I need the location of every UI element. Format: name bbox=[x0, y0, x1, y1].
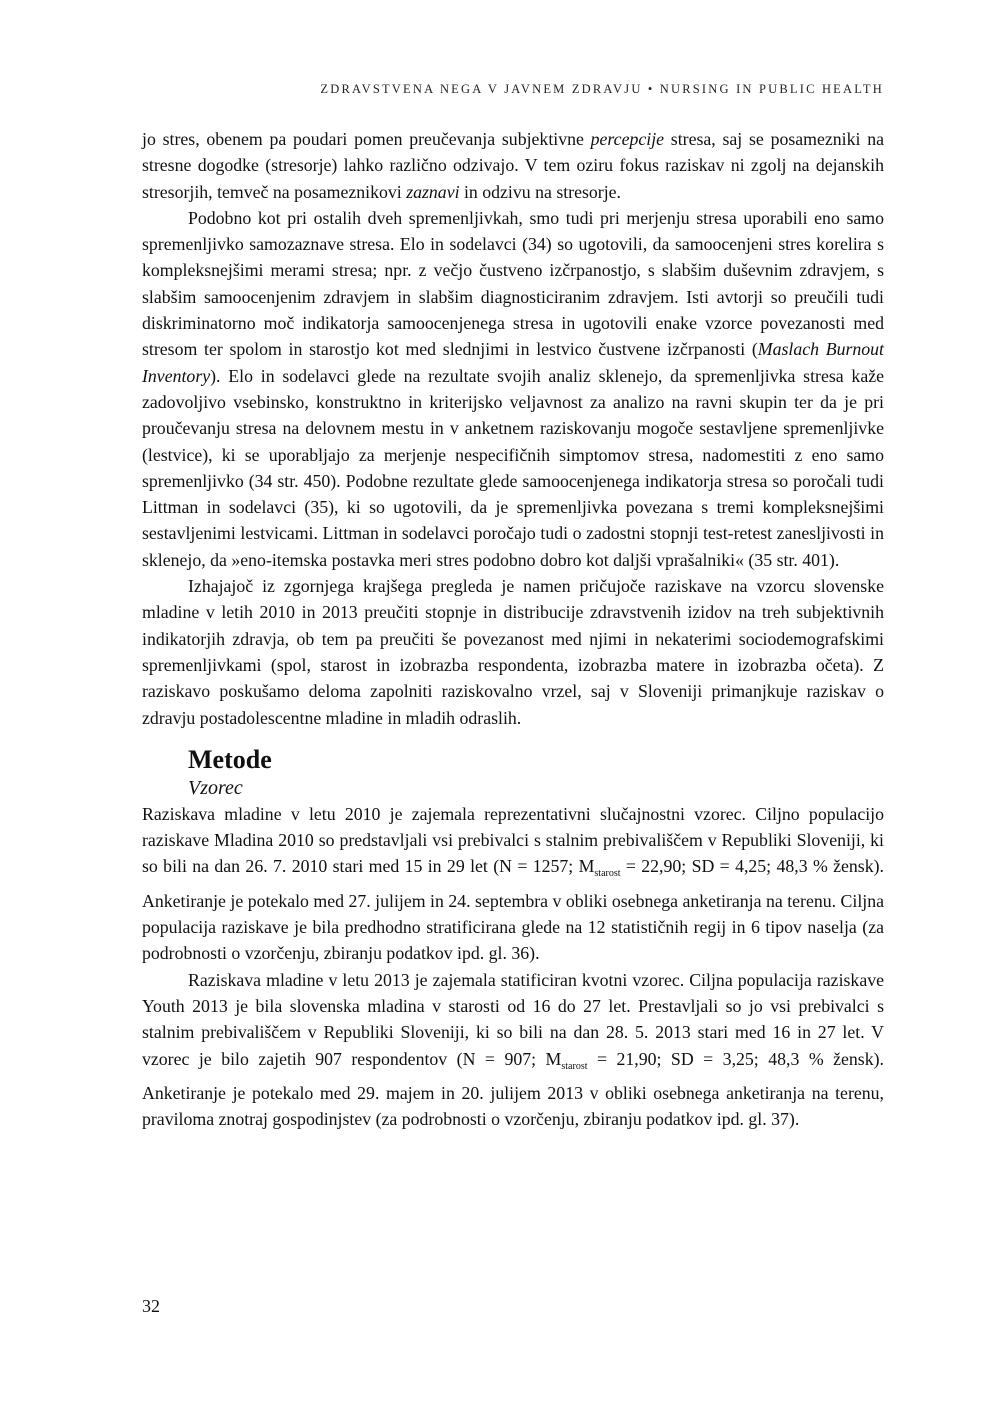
text-run: in odzivu na stresorje. bbox=[459, 181, 622, 202]
paragraph-4 bbox=[142, 801, 884, 967]
subscript: starost bbox=[561, 1060, 588, 1072]
running-header: ZDRAVSTVENA NEGA V JAVNEM ZDRAVJU • NURSING IN PUBLIC HEALTH bbox=[320, 82, 884, 96]
paragraph-2 bbox=[142, 205, 884, 573]
page-number: 32 bbox=[142, 1296, 160, 1316]
text-run: ). Elo in sodelavci glede na rezultate svojih analiz sklenejo, da spremenljivka stresa kaže zadovoljivo vsebinsko, konstruktno in kriterijsko veljavnost za analizo na ravni skupin ter da je pri proučevanju stresa na delovnem mestu in v anketnem raziskovanju mogoče sestavljene spremenljivke (lestvice), ki se uporabljajo za merjenje nespecifičnih simptomov stresa, nadomestiti z eno samo spremenljivko (34 str. 450). Podobne rezultate glede samoocenjenega indikatorja stresa so poročali tudi Littman in sodelavci (35), ki so ugotovili, da je spremenljivka povezana s tremi kompleksnejšimi sestavljenimi lestvicami. Littman in sodelavci poročajo tudi o zadostni stopnji test-retest zanesljivosti in sklenejo, da »eno-itemska postavka meri stres podobno dobro kot daljši vprašalniki« (35 str. 401). bbox=[142, 365, 884, 570]
emphasis-inventory-name: Maslach Burnout Inventory bbox=[142, 339, 884, 386]
subscript: starost bbox=[594, 868, 621, 880]
text-run: Raziskava mladine v letu 2010 je zajemala reprezentativni slučajnostni vzorec. Ciljno populacijo raziskave Mladina 2010 so predstavljali vsi prebivalci s stalnim prebivališčem v Republiki Sloveniji, ki so bili na dan 26. 7. 2010 stari med 15 in 29 let (N = 1257; M bbox=[142, 803, 884, 877]
emphasis-percepcije: percepcije bbox=[590, 129, 665, 149]
text-run: jo stres, obenem pa poudari pomen preučevanja subjektivne bbox=[142, 129, 591, 149]
text-run: = 22,90; SD = 4,25; 48,3 % žensk). Anketiranje je potekalo med 27. julijem in 24. septembra v obliki osebnega anketiranja na terenu. Ciljna populacija raziskave je bila predhodno stratificirana glede na 12 statističnih regij in 6 tipov naselja (za podrobnosti o vzorčenju, zbiranju podatkov ipd. gl. 36). bbox=[142, 856, 884, 964]
body-text bbox=[142, 126, 884, 1132]
sub-heading: Vzorec bbox=[188, 776, 243, 799]
section-heading: Metode bbox=[188, 744, 272, 774]
paragraph-1 bbox=[142, 126, 884, 205]
paragraph-3: Izhajajoč iz zgornjega krajšega pregleda je namen pričujoče raziskave na vzorcu slovenske mladine v letih 2010 in 2013 preučiti stopnje in distribucije zdravstvenih izidov na treh subjektivnih indikatorjih zdravja, ob tem pa preučiti še povezanost med njimi in nekaterimi sociodemografskimi spremenljivkami (spol, starost in izobrazba respondenta, izobrazba matere in izobrazba očeta). Z raziskavo poskušamo deloma zapolniti raziskovalno vrzel, saj v Sloveniji primanjkuje raziskav o zdravju postadolescentne mladine in mladih odraslih. bbox=[142, 576, 884, 728]
text-run: = 21,90; SD = 3,25; 48,3 % žensk). Anketiranje je potekalo med 29. majem in 20. julijem 2013 v obliki osebnega anketiranja na terenu, praviloma znotraj gospodinjstev (za podrobnosti o vzorčenju, zbiranju podatkov ipd. gl. 37). bbox=[142, 1048, 884, 1130]
emphasis-zaznavi: zaznavi bbox=[406, 181, 460, 202]
paragraph-5 bbox=[142, 967, 884, 1133]
text-run: Podobno kot pri ostalih dveh spremenljivkah, smo tudi pri merjenju stresa uporabili eno samo spremenljivko samozaznave stresa. Elo in sodelavci (34) so ugotovili, da samoocenjeni stres korelira s kompleksnejšimi merami stresa; npr. z večjo čustveno izčrpanostjo, s slabšim duševnim zdravjem, s slabšim samoocenjenim zdravjem in slabšim diagnosticiranim zdravjem. Isti avtorji so preučili tudi diskriminatorno moč indikatorja samoocenjenega stresa in ugotovili enake vzorce povezanosti med stresom ter spolom in starostjo kot med slednjimi in lestvico čustvene izčrpanosti ( bbox=[142, 207, 884, 360]
text-run: stresa, saj se posamezniki na stresne dogodke (stresorje) lahko različno odzivajo. V tem oziru fokus raziskav ni zgolj na dejanskih stresorjih, temveč na posameznikovi bbox=[142, 129, 885, 202]
text-run: Raziskava mladine v letu 2013 je zajemala statificiran kvotni vzorec. Ciljna populacija raziskave Youth 2013 je bila slovenska mladina v starosti od 16 do 27 let. Prestavljali so jo vsi prebivalci s stalnim prebivališčem v Republiki Sloveniji, ki so bili na dan 28. 5. 2013 stari med 16 in 27 let. V vzorec je bilo zajetih 907 respondentov (N = 907; M bbox=[142, 969, 884, 1069]
